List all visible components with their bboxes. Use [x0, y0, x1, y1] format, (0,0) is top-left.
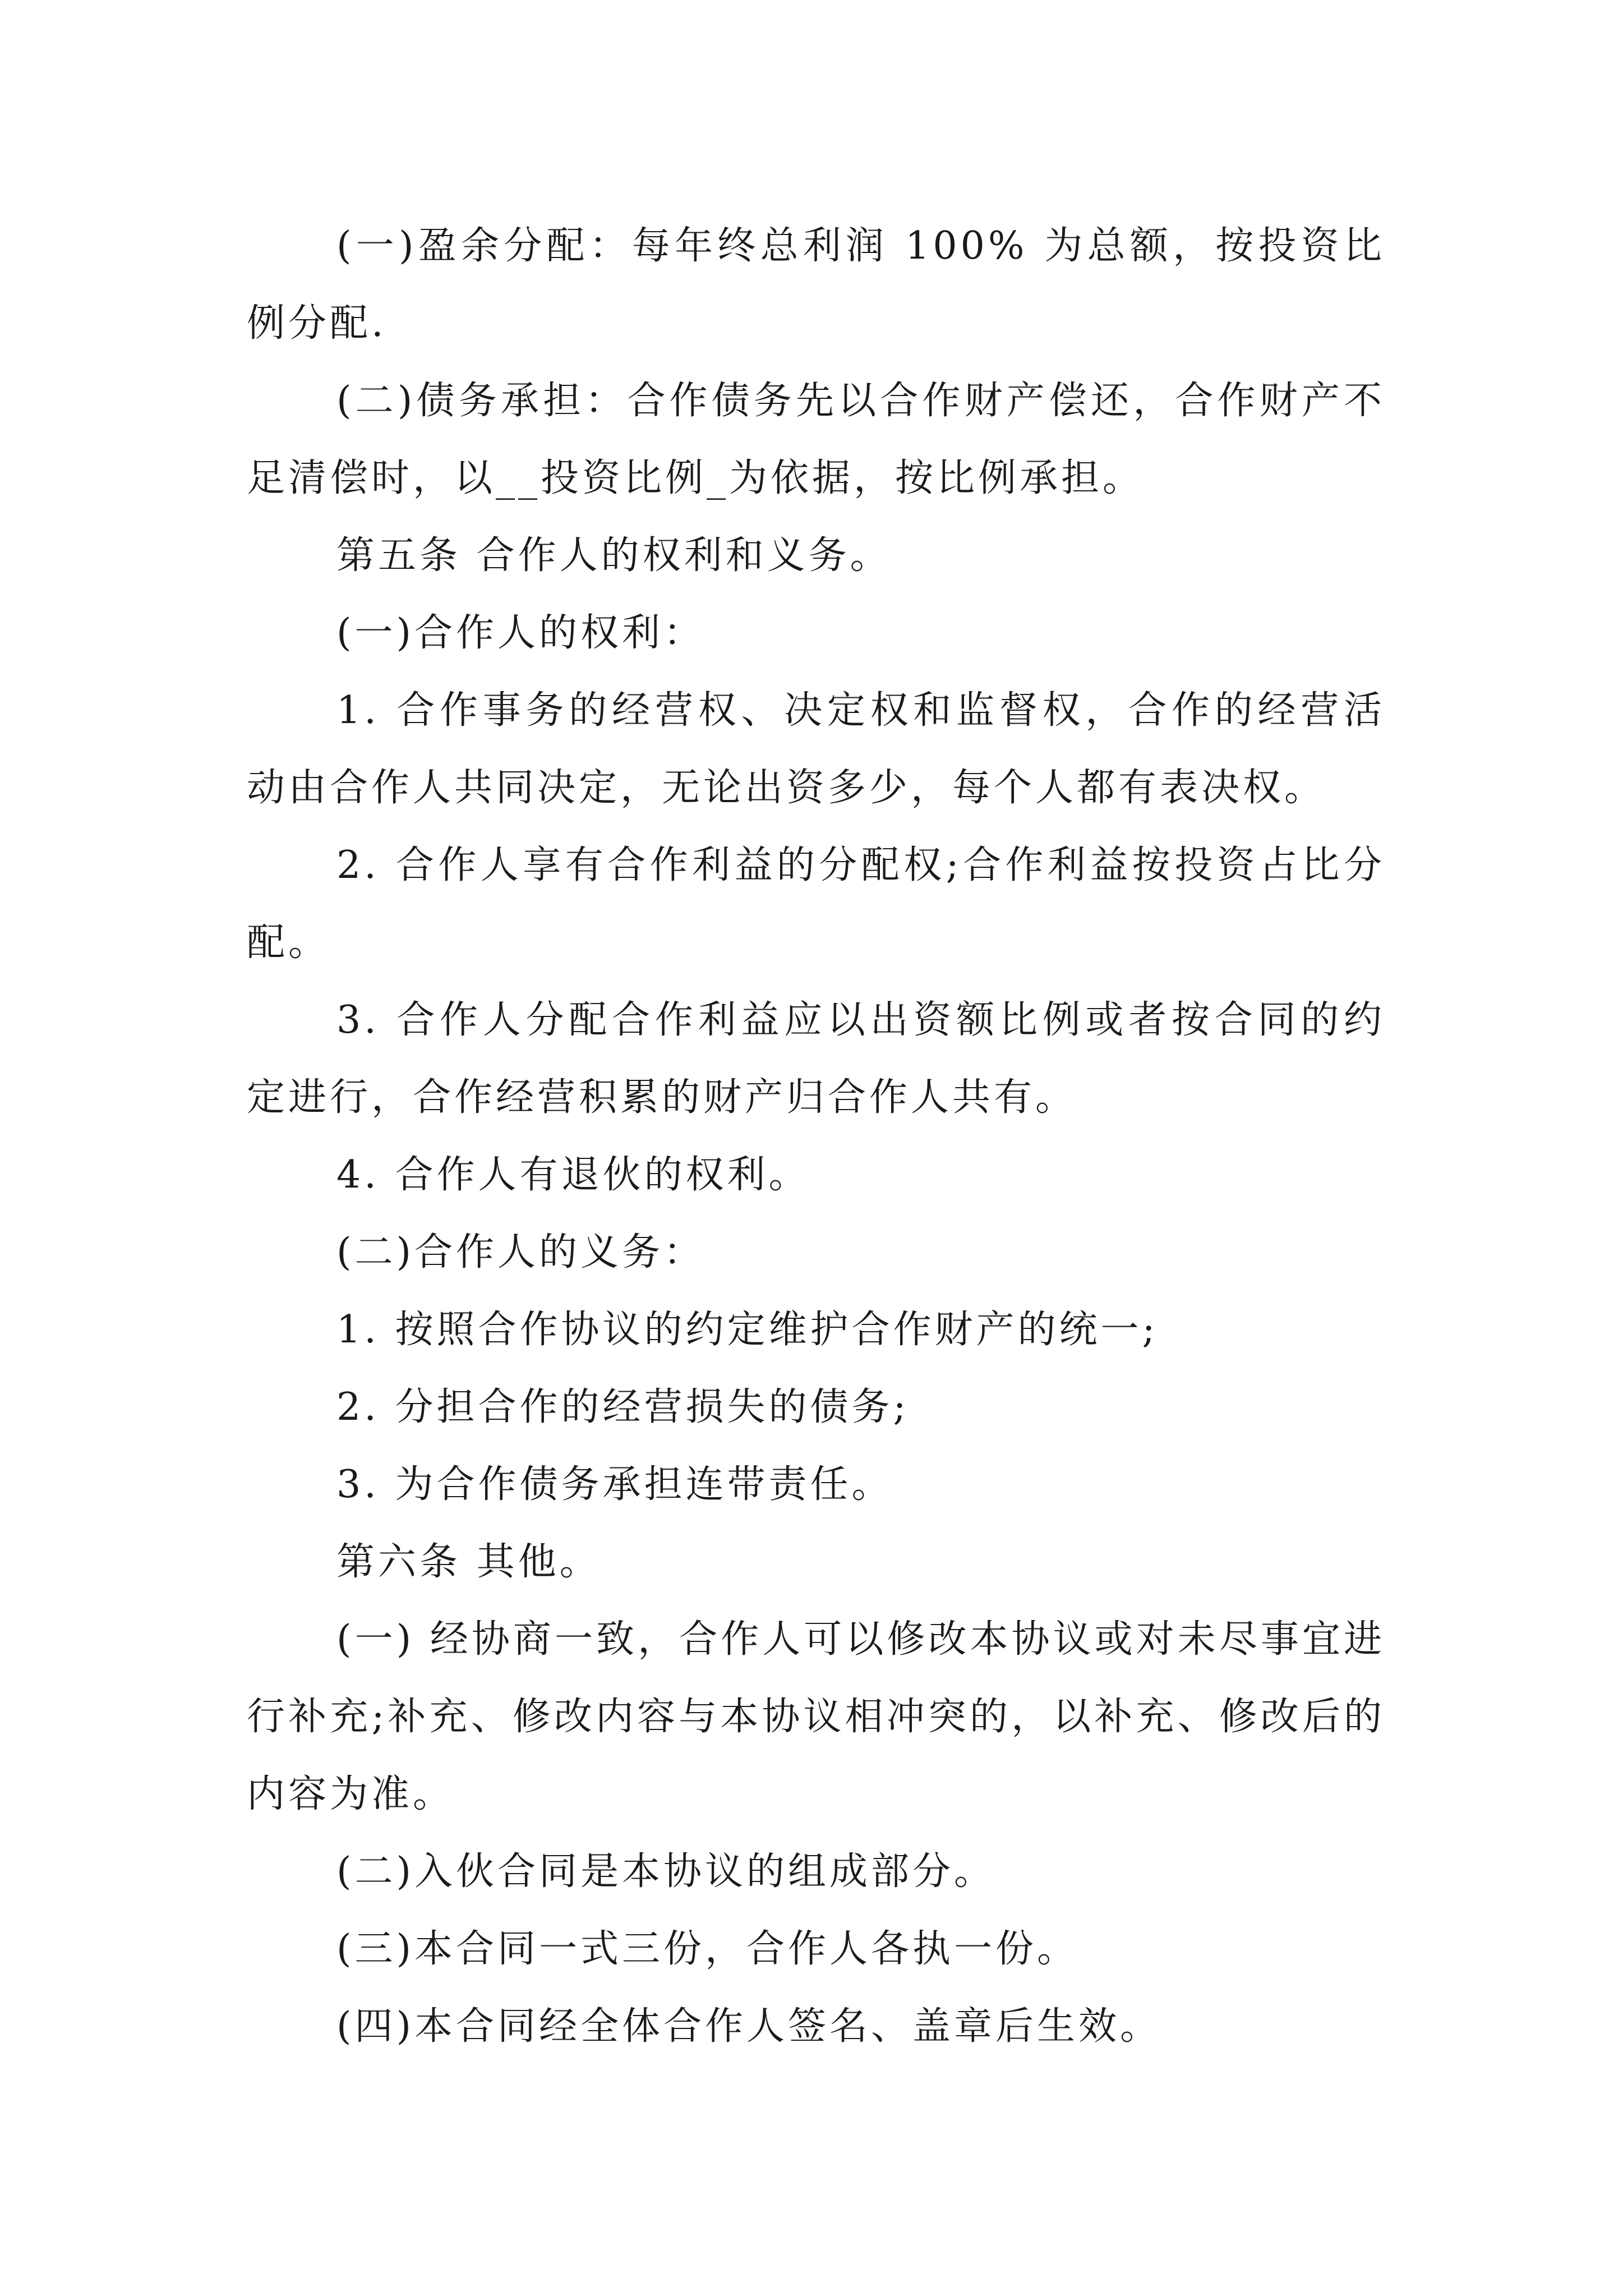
obligations-item-2: 2. 分担合作的经营损失的债务;	[336, 1385, 910, 1429]
other-item-3: (三)本合同一式三份，合作人各执一份。	[336, 1927, 1079, 1971]
section-partner-obligations: (二)合作人的义务：	[336, 1230, 706, 1274]
document-body	[247, 208, 1385, 2065]
article-5-heading: 第五条 合作人的权利和义务。	[336, 533, 892, 578]
obligations-item-1: 1. 按照合作协议的约定维护合作财产的统一;	[336, 1308, 1159, 1352]
other-item-1: (一) 经协商一致，合作人可以修改本协议或对未尽事宜进行补充;补充、修改内容与本协议相冲突的，以补充、修改后的内容为准。	[247, 1617, 1385, 1816]
other-item-4: (四)本合同经全体合作人签名、盖章后生效。	[336, 2004, 1162, 2049]
rights-item-4: 4. 合作人有退伙的权利。	[336, 1153, 810, 1197]
section-partner-rights: (一)合作人的权利：	[336, 611, 706, 655]
other-item-2: (二)入伙合同是本协议的组成部分。	[336, 1849, 996, 1894]
paragraph-profit-distribution: (一)盈余分配：每年终总利润 100% 为总额，按投资比例分配.	[247, 224, 1385, 346]
rights-item-2: 2. 合作人享有合作利益的分配权;合作利益按投资占比分配。	[247, 843, 1385, 965]
rights-item-3: 3. 合作人分配合作利益应以出资额比例或者按合同的约定进行，合作经营积累的财产归合作人共有。	[247, 998, 1385, 1120]
article-6-heading: 第六条 其他。	[336, 1540, 601, 1584]
paragraph-debt-bearing: (二)债务承担：合作债务先以合作财产偿还，合作财产不足清偿时，以__投资比例_为依据，按比例承担。	[247, 379, 1385, 500]
rights-item-1: 1. 合作事务的经营权、决定权和监督权，合作的经营活动由合作人共同决定，无论出资多少，每个人都有表决权。	[247, 688, 1385, 810]
obligations-item-3: 3. 为合作债务承担连带责任。	[336, 1462, 893, 1507]
